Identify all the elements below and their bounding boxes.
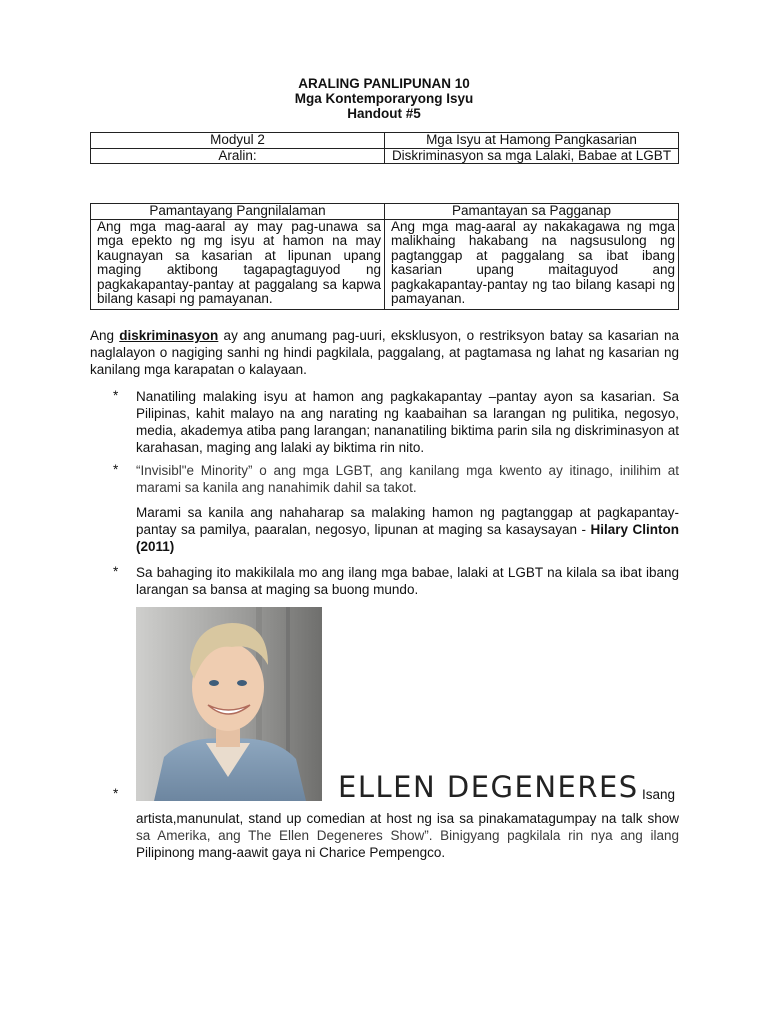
bullet-invisible-minority: “Invisibl"e Minority” o ang mga LGBT, ang kanilang mga kwento ay itinago, inilihim at marami sa kanila ang nanahimik dahil sa takot. (136, 463, 679, 495)
module-label: Modyul 2 (91, 133, 385, 149)
definition-term: diskriminasyon (119, 328, 219, 343)
content-standard-header: Pamantayang Pangnilalaman (91, 204, 385, 220)
bullet-marker: * (113, 388, 119, 403)
bullet-marker: * (113, 786, 119, 801)
bullet-equality-issue: Nanatiling malaking isyu at hamon ang pagkakapantay –pantay ayon sa kasarian. Sa Pilipinas, kahit malayo na ang narating ng kaabaihan sa larangan ng pulitika, negosyo, media, akademya atiba pang larangan; nananatiling biktima parin sila ng diskriminasyon at karahasan, maging ang lalaki ay biktima rin nito. (136, 389, 679, 455)
definition-body: ay ang anumang pag-uuri, eksklusyon, o restriksyon batay sa kasarian na naglalayon o nagiging sanhi ng hindi pagkilala, paggalang, at pagtamasa ng lahat ng kasarian ng kanilang mga karapatan o kalayaan. (90, 328, 679, 377)
quote-text: Marami sa kanila ang nahaharap sa malaking hamon ng pagtanggap at pagkapantay-pantay sa pamilya, paaralan, negosyo, lipunan at maging sa kasaysayan - (136, 505, 679, 537)
module-table (90, 132, 679, 164)
profile-description (136, 810, 679, 861)
performance-standard-header: Pamantayan sa Pagganap (385, 204, 679, 220)
bullet-intro-profiles: Sa bahaging ito makikilala mo ang ilang mga babae, lalaki at LGBT na kilala sa ibat ibang larangan sa bansa at maging sa buong mundo. (136, 565, 679, 597)
profile-name: ELLEN DEGENERES (338, 770, 639, 804)
bullet-marker: * (113, 462, 119, 477)
lesson-label: Aralin: (91, 148, 385, 164)
bullet-marker: * (113, 564, 119, 579)
clinton-quote (136, 504, 679, 555)
standards-table (90, 203, 679, 310)
definition-paragraph (90, 327, 679, 378)
profile-desc-line3: Pilipinong mang-aawit gaya ni Charice Pempengco. (136, 845, 446, 860)
performance-standard-text: Ang mga mag-aaral ay nakakagawa ng mga malikhaing hakabang na nagsusulong ng pagtanggap at paggalang sa ibat ibang kasarian upang maitaguyod ang pagkakapantay-pantay ng tao bilang kasapi ng pamayanan. (385, 219, 679, 309)
subject-title: ARALING PANLIPUNAN 10 (298, 76, 470, 91)
profile-desc-line1: artista,manunulat, stand up comedian at host ng isa sa pinakamatagumpay na talk show (136, 811, 679, 826)
lesson-title: Diskriminasyon sa mga Lalaki, Babae at LGBT (385, 148, 679, 164)
ellen-degeneres-photo (136, 607, 322, 801)
module-title: Mga Isyu at Hamong Pangkasarian (385, 133, 679, 149)
profile-desc-start: Isang (642, 787, 676, 802)
handout-number: Handout #5 (347, 106, 421, 121)
content-standard-text: Ang mga mag-aaral ay may pag-unawa sa mga epekto ng mg isyu at hamon na may kaugnayan sa kasarian at lipunan upang maging aktibong tagapagtaguyod ng pagkakapantay-pantay at paggalang sa kapwa bilang kasapi ng pamayanan. (91, 219, 385, 309)
document-header (0, 76, 768, 121)
subtitle: Mga Kontemporaryong Isyu (294, 91, 474, 106)
definition-lead: Ang (90, 328, 120, 343)
quote-author: Hilary Clinton (2011) (136, 522, 679, 554)
profile-desc-line2: sa Amerika, ang The Ellen Degeneres Show”. Binigyang pagkilala rin nya ang ilang (136, 828, 679, 843)
